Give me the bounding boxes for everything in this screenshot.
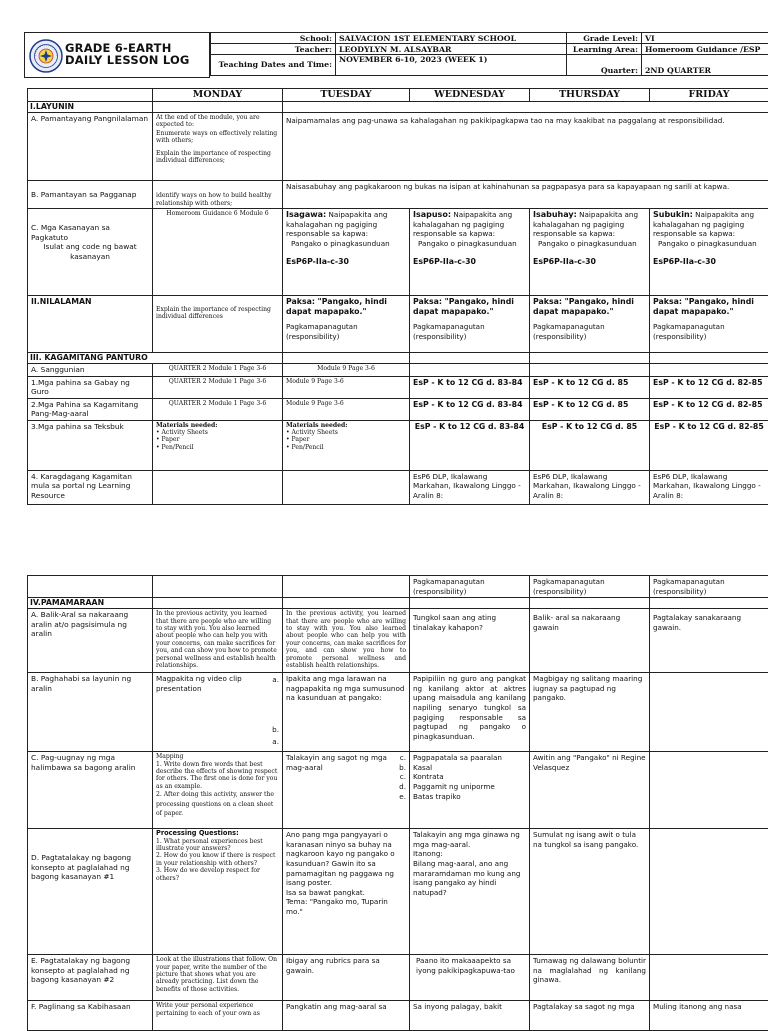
cell-balik-thursday: Balik- aral sa nakaraang gawain (530, 609, 650, 673)
cell-pagkama-wednesday: Pagkamapanagutan (responsibility) (410, 576, 530, 598)
cell-pag-uugnay-wednesday (410, 752, 530, 829)
b-mon-marker-b: b. (272, 725, 279, 735)
nil-tue-paksa: Paksa: "Pangako, hindi dapat mapapako." (286, 297, 406, 316)
nil-fri-paksa: Paksa: "Pangako, hindi dapat mapapako." (653, 297, 765, 316)
cell-pagtatalakay1-thursday: Sumulat ng isang awit o tula na tungkol sa isang pangako. (530, 829, 650, 955)
cell-karag-wednesday: EsP6 DLP, Ikalawang Markahan, Ikawalong Linggo - Aralin 8: (410, 470, 530, 504)
cell-c-thursday (530, 209, 650, 296)
section-pamamaraan: IV.PAMAMARAAN (28, 598, 153, 609)
c-wed-item1: Pagpapatala sa paaralan (413, 753, 526, 763)
school-label: School: (211, 33, 336, 44)
day-header-tuesday: TUESDAY (283, 89, 410, 102)
row-label-paghahabi: B. Paghahabi sa layunin ng aralin (28, 673, 153, 752)
cell-gabay-monday: QUARTER 2 Module 1 Page 3-6 (153, 376, 283, 398)
c-wed-head: Isapuso: (413, 210, 451, 219)
cell-a-tue-fri: Naipamamalas ang pag-unawa sa kahalagahan ng pakikipagkapwa tao na may kaakibat na paggalang at responsibilidad. (283, 113, 768, 181)
kasanayan-title: C. Mga Kasanayan sa Pagkatuto (31, 223, 149, 242)
nil-wed-paksa: Paksa: "Pangako, hindi dapat mapapako." (413, 297, 526, 316)
c-mon-head: Mapping (156, 753, 279, 760)
b-mon-marker-a: a. (272, 675, 279, 685)
cell-paglinang-tuesday: Pangkatin ang mag-aaral sa (283, 1001, 410, 1031)
cell-karag-thursday: EsP6 DLP, Ikalawang Markahan, Ikawalong Linggo - Aralin 8: (530, 470, 650, 504)
quarter-label: Quarter: (567, 55, 642, 76)
c-wed-code: EsP6P-IIa-c-30 (413, 257, 526, 267)
c-wed-item2: Kasal (413, 763, 526, 773)
cell-karag-friday: EsP6 DLP, Ikalawang Markahan, Ikawalong Linggo - Aralin 8: (650, 470, 768, 504)
c-thu-head: Isabuhay: (533, 210, 577, 219)
c-fri-text2: Pangako o pinagkasunduan (653, 239, 765, 249)
a-mon-line1: At the end of the module, you are expected to: (156, 114, 279, 129)
row-label-sanggunian: A. Sanggunian (28, 364, 153, 377)
c-tue-code: EsP6P-IIa-c-30 (286, 257, 406, 267)
cell-teks-friday: EsP - K to 12 CG d. 82-85 (650, 420, 768, 470)
c-fri-head: Subukin: (653, 210, 693, 219)
c-wed-item5: Batas trapiko (413, 792, 526, 802)
nil-fri-pagkama: Pagkamapanagutan (responsibility) (653, 322, 765, 341)
c-tue-head: Isagawa: (286, 210, 326, 219)
cell-gabay-tuesday: Module 9 Page 3-6 (283, 376, 410, 398)
c-tue-letter-4: d. (399, 782, 406, 792)
cell-paghahabi-monday (153, 673, 283, 752)
day-header-thursday: THURSDAY (530, 89, 650, 102)
b-mon-text: Magpakita ng video clip presentation (156, 674, 279, 693)
cell-kag-thursday: EsP - K to 12 CG d. 85 (530, 398, 650, 420)
cell-pagkama-thursday: Pagkamapanagutan (responsibility) (530, 576, 650, 598)
cell-balik-tuesday: In the previous activity, you learned that there are people who are willing to stay with you. You also learned about people who can help you with your concerns, can make sacrifices for you, and can show you how to promote personal wellness and establish health relationships. (283, 609, 410, 673)
row-label-balik-aral: A. Balik-Aral sa nakaraang aralin at/o pagsisimula ng aralin (28, 609, 153, 673)
nil-wed-pagkama: Pagkamapanagutan (responsibility) (413, 322, 526, 341)
cell-nil-wednesday (410, 296, 530, 353)
cell-balik-monday: In the previous activity, you learned that there are people who are willing to stay with you. You also learned about people who can help you with your concerns, can make sacrifices for you, and can show you how to promote personal wellness and establish health relationships. (153, 609, 283, 673)
d-mon-head: Processing Questions: (156, 830, 279, 837)
dll-title-line2: DAILY LESSON LOG (65, 53, 190, 67)
c-tue-text: Naipapakita ang kahalagahan ng pagiging responsable sa kapwa: (286, 210, 387, 238)
cell-pagtatalakay2-tuesday: Ibigay ang rubrics para sa gawain. (283, 955, 410, 1001)
cell-gabay-thursday: EsP - K to 12 CG d. 85 (530, 376, 650, 398)
learning-area-label: Learning Area: (567, 44, 642, 55)
teacher-value: LEODYLYN M. ALSAYBAR (336, 44, 567, 55)
grade-level-value: VI (642, 33, 768, 44)
cell-pagtatalakay2-monday: Look at the illustrations that follow. On your paper, write the number of the picture that shows what you are already practicing. List down the benefits of those activities. (153, 955, 283, 1001)
teaching-dates-value: NOVEMBER 6-10, 2023 (WEEK 1) (336, 55, 567, 76)
teks-tue-materials-head: Materials needed: (286, 422, 406, 429)
teks-tue-item3: • Pen/Pencil (286, 444, 406, 451)
cell-teks-tuesday (283, 420, 410, 470)
cell-b-monday: identify ways on how to build healthy relationship with others; (153, 181, 283, 209)
nil-thu-pagkama: Pagkamapanagutan (responsibility) (533, 322, 646, 341)
school-value: SALVACION 1ST ELEMENTARY SCHOOL (336, 33, 567, 44)
teks-tue-item2: • Paper (286, 436, 406, 443)
c-tue-letter-1: c. (399, 753, 406, 763)
cell-b-tue-fri: Naisasabuhay ang pagkakaroon ng bukas na isipan at kahinahunan sa pagpapasya para sa kapayapaan ng sarili at kapwa. (283, 181, 768, 209)
nil-thu-paksa: Paksa: "Pangako, hindi dapat mapapako." (533, 297, 646, 316)
d-mon-q1: 1. What personal experiences best illustrate your answers? (156, 838, 279, 853)
c-thu-text: Naipapakita ang kahalagahan ng pagiging responsable sa kapwa: (533, 210, 638, 238)
d-mon-q3: 3. How do we develop respect for others? (156, 867, 279, 882)
cell-balik-wednesday: Tungkol saan ang ating tinalakay kahapon? (410, 609, 530, 673)
cell-paglinang-thursday: Pagtalakay sa sagot ng mga (530, 1001, 650, 1031)
cell-pagtatalakay1-tuesday (283, 829, 410, 955)
c-wed-text2: Pangako o pinagkasunduan (413, 239, 526, 249)
cell-nil-thursday (530, 296, 650, 353)
cell-c-wednesday (410, 209, 530, 296)
cell-paglinang-monday: Write your personal experience pertaining to each of your own as (153, 1001, 283, 1031)
c-fri-code: EsP6P-IIa-c-30 (653, 257, 765, 267)
cell-pag-uugnay-tuesday (283, 752, 410, 829)
cell-pagtatalakay1-wednesday (410, 829, 530, 955)
cell-teks-monday (153, 420, 283, 470)
c-tue-text2: Pangako o pinagkasunduan (286, 239, 406, 249)
cell-sang-monday: QUARTER 2 Module 1 Page 3-6 (153, 364, 283, 377)
cell-a-monday (153, 113, 283, 181)
c-tue-text: Talakayin ang sagot ng mga mag-aaral (286, 753, 406, 772)
cell-c-friday (650, 209, 768, 296)
cell-paglinang-wednesday: Sa inyong palagay, bakit (410, 1001, 530, 1031)
cell-kag-wednesday: EsP - K to 12 CG d. 83-84 (410, 398, 530, 420)
cell-nil-monday: Explain the importance of respecting individual differences (153, 296, 283, 353)
d-tue-text3: Tema: "Pangako mo, Tuparin mo." (286, 897, 406, 916)
row-label-pagtatalakay-1: D. Pagtatalakay ng bagong konsepto at paglalahad ng bagong kasanayan #1 (28, 829, 153, 955)
section-layunin: I.LAYUNIN (28, 102, 153, 113)
row-label-pag-uugnay: C. Pag-uugnay ng mga halimbawa sa bagong aralin (28, 752, 153, 829)
row-label-karagdagang-kagamitan: 4. Karagdagang Kagamitan mula sa portal ng Learning Resource (28, 470, 153, 504)
teks-tue-item1: • Activity Sheets (286, 429, 406, 436)
c-wed-item4: Paggamit ng uniporme (413, 782, 526, 792)
grade-level-label: Grade Level: (567, 33, 642, 44)
c-mon-step2: 2. After doing this activity, answer the processing questions on a clean sheet of paper. (156, 790, 279, 819)
dll-header (24, 32, 768, 78)
cell-gabay-friday: EsP - K to 12 CG d. 82-85 (650, 376, 768, 398)
teks-mon-item3: • Pen/Pencil (156, 444, 279, 451)
learning-area-value: Homeroom Guidance /ESP (642, 44, 768, 55)
row-label-teksbuk: 3.Mga pahina sa Teksbuk (28, 420, 153, 470)
title-box (24, 32, 210, 78)
a-mon-line2: Enumerate ways on effectively relating with others; (156, 130, 279, 145)
c-wed-text: Naipapakita ang kahalagahan ng pagiging responsable sa kapwa: (413, 210, 512, 238)
row-label-pagtatalakay-2: E. Pagtatalakay ng bagong konsepto at paglalahad ng bagong kasanayan #2 (28, 955, 153, 1001)
cell-nil-friday (650, 296, 768, 353)
row-label-pamantayan-sa-pagganap: B. Pamantayan sa Pagganap (28, 181, 153, 209)
deped-seal-icon (29, 39, 63, 73)
section-kagamitang-panturo: III. KAGAMITANG PANTURO (28, 353, 283, 364)
row-label-pamantayang-pangnilalaman: A. Pamantayang Pangnilalaman (28, 113, 153, 181)
d-wed-text3: Bilang mag-aaral, ano ang mararamdaman mo kung ang isang pangako ay hindi natupad? (413, 859, 526, 897)
d-wed-text2: Itanong: (413, 849, 526, 859)
teks-mon-item1: • Activity Sheets (156, 429, 279, 436)
section-nilalaman: II.NILALAMAN (28, 296, 153, 353)
cell-pagtatalakay2-wednesday: Paano ito makaaapekto sa iyong pakikipagkapuwa-tao (410, 955, 530, 1001)
cell-balik-friday: Pagtalakay sanakaraang gawain. (650, 609, 768, 673)
day-header-monday: MONDAY (153, 89, 283, 102)
cell-teks-thursday: EsP - K to 12 CG d. 85 (530, 420, 650, 470)
cell-c-tuesday (283, 209, 410, 296)
c-thu-code: EsP6P-IIa-c-30 (533, 257, 646, 267)
cell-paghahabi-wednesday: Papipiliin ng guro ang pangkat ng kanilang aktor at aktres upang maisadula ang kanilang napiling senaryo tungkol sa pagiging responsable sa pagtupad ng pangako o pinagkasunduan. (410, 673, 530, 752)
cell-gabay-wednesday: EsP - K to 12 CG d. 83-84 (410, 376, 530, 398)
d-tue-text2: Isa sa bawat pangkat. (286, 888, 406, 898)
cell-nil-tuesday (283, 296, 410, 353)
cell-pagkama-friday: Pagkamapanagutan (responsibility) (650, 576, 768, 598)
cell-kag-monday: QUARTER 2 Module 1 Page 3-6 (153, 398, 283, 420)
corner-cell (28, 89, 153, 102)
day-header-wednesday: WEDNESDAY (410, 89, 530, 102)
cell-teks-wednesday: EsP - K to 12 CG d. 83-84 (410, 420, 530, 470)
cell-sang-tuesday: Module 9 Page 3-6 (283, 364, 410, 377)
quarter-value: 2ND QUARTER (642, 55, 768, 76)
row-label-paglinang: F. Paglinang sa Kabihasaan (28, 1001, 153, 1031)
cell-pag-uugnay-thursday: Awitin ang "Pangako" ni Regine Velasquez (530, 752, 650, 829)
b-mon-marker-c: a. (272, 737, 279, 747)
kasanayan-subtitle: Isulat ang code ng bawat kasanayan (31, 242, 149, 261)
cell-paghahabi-tuesday: Ipakita ang mga larawan na nagpapakita ng mga sumusunod na kasunduan at pangako: (283, 673, 410, 752)
c-tue-letter-3: c. (399, 772, 406, 782)
nil-tue-pagkama: Pagkamapanagutan (responsibility) (286, 322, 406, 341)
lesson-table-part2 (27, 575, 768, 1031)
teks-mon-item2: • Paper (156, 436, 279, 443)
cell-c-monday: Homeroom Guidance 6 Module 6 (153, 209, 283, 296)
a-mon-line3: Explain the importance of respecting individual differences; (156, 150, 279, 165)
teacher-label: Teacher: (211, 44, 336, 55)
cell-paghahabi-thursday: Magbigay ng salitang maaring iugnay sa pagtupad ng pangako. (530, 673, 650, 752)
c-tue-letter-2: b. (399, 763, 406, 773)
row-label-kasanayan (28, 209, 153, 296)
row-label-gabay-ng-guro: 1.Mga pahina sa Gabay ng Guro (28, 376, 153, 398)
d-mon-q2: 2. How do you know if there is respect in your relationship with others? (156, 852, 279, 867)
dll-title-line1: GRADE 6-EARTH (65, 41, 172, 55)
c-mon-step1: 1. Write down five words that best describe the effects of showing respect for others. The first one is done for you as an example. (156, 761, 279, 791)
cell-kag-tuesday: Module 9 Page 3-6 (283, 398, 410, 420)
c-tue-letter-5: e. (399, 792, 406, 802)
row-label-kagamitang-pang-mag-aaral: 2.Mga Pahina sa Kagamitang Pang-Mag-aaral (28, 398, 153, 420)
header-info-table (210, 32, 768, 76)
cell-pag-uugnay-monday (153, 752, 283, 829)
c-fri-text: Naipapakita ang kahalagahan ng pagiging responsable sa kapwa: (653, 210, 754, 238)
c-wed-item3: Kontrata (413, 772, 526, 782)
c-tue-letters (399, 753, 406, 801)
lesson-table-part1 (27, 88, 768, 505)
teks-mon-materials-head: Materials needed: (156, 422, 279, 429)
cell-pagtatalakay1-monday (153, 829, 283, 955)
c-thu-text2: Pangako o pinagkasunduan (533, 239, 646, 249)
teaching-dates-label: Teaching Dates and Time: (211, 55, 336, 76)
cell-pagtatalakay2-thursday: Tumawag ng dalawang boluntir na maglalahad ng kanilang ginawa. (530, 955, 650, 1001)
d-wed-text1: Talakayin ang mga ginawa ng mga mag-aaral. (413, 830, 526, 849)
cell-kag-friday: EsP - K to 12 CG d. 82-85 (650, 398, 768, 420)
day-header-friday: FRIDAY (650, 89, 768, 102)
d-tue-text1: Ano pang mga pangyayari o karanasan ninyo sa buhay na nagkaroon kayo ng pangako o kasunduan? Gawin ito sa pamamagitan ng paggawa ng isang poster. (286, 830, 406, 888)
cell-paglinang-friday: Muling itanong ang nasa (650, 1001, 768, 1031)
